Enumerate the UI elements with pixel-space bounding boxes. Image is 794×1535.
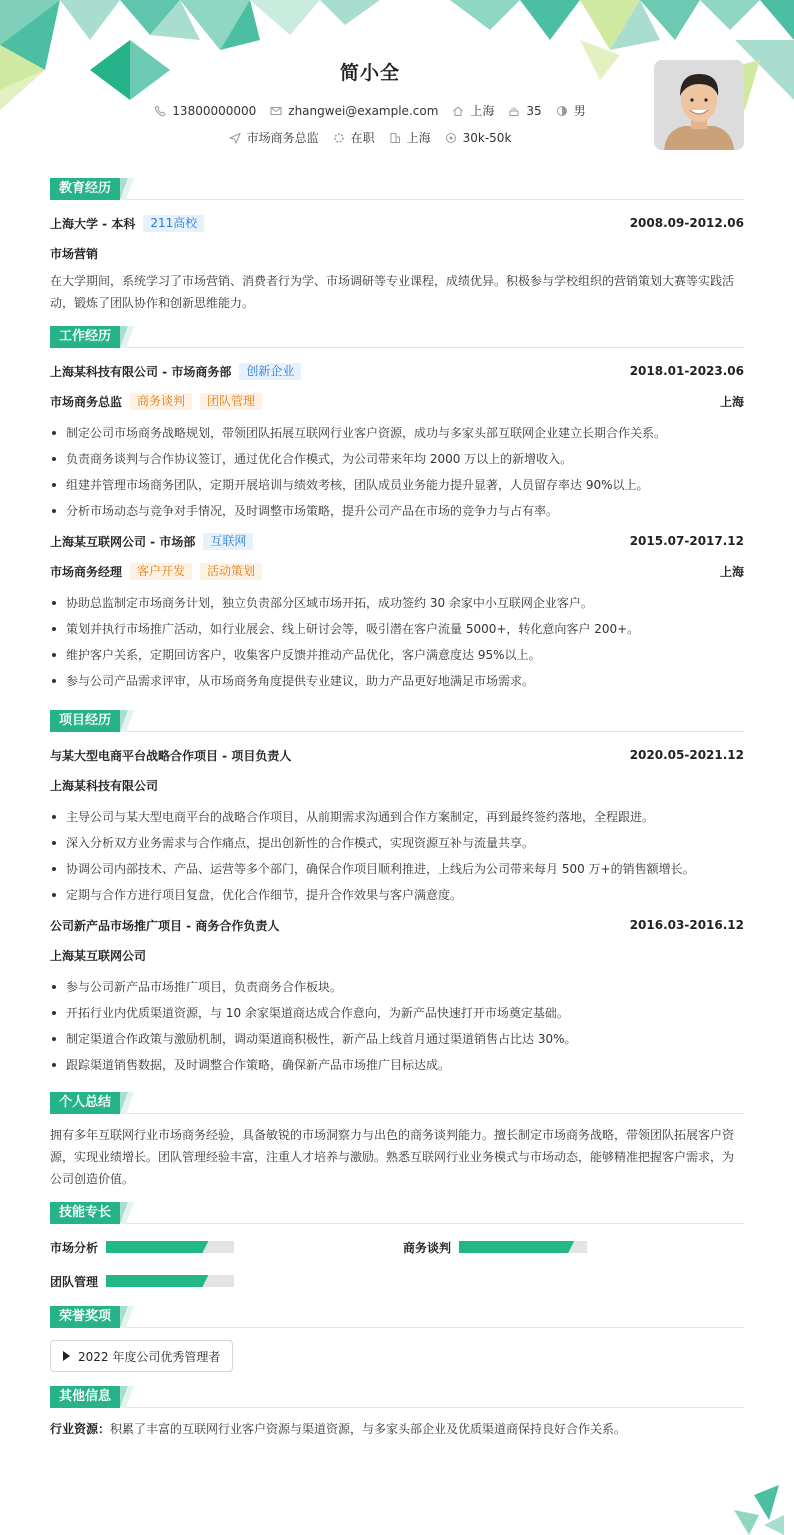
skill-name: 市场分析 bbox=[50, 1240, 99, 1255]
skill-item bbox=[403, 1236, 743, 1258]
company-name: 上海某科技有限公司 - 市场商务部 bbox=[50, 364, 232, 379]
salary-icon bbox=[445, 132, 457, 144]
play-icon bbox=[63, 1351, 70, 1361]
list-item: 参与公司产品需求评审，从市场商务角度提供专业建议，助力产品更好地满足市场需求。 bbox=[50, 668, 744, 694]
project-date: 2016.03-2016.12 bbox=[629, 918, 744, 932]
section-title: 荣誉奖项 bbox=[50, 1306, 120, 1328]
work-location: 上海 bbox=[719, 394, 744, 409]
list-item: 参与公司新产品市场推广项目，负责商务合作板块。 bbox=[50, 974, 744, 1000]
job-intent-row bbox=[50, 129, 690, 146]
building-icon bbox=[389, 132, 401, 144]
skill-name: 团队管理 bbox=[50, 1274, 99, 1289]
resume-header bbox=[50, 0, 744, 160]
project-org: 上海某互联网公司 bbox=[50, 948, 147, 963]
contact-row bbox=[50, 102, 690, 119]
project-date: 2020.05-2021.12 bbox=[629, 748, 744, 762]
project-item bbox=[50, 916, 744, 1078]
target-city: 上海 bbox=[406, 131, 431, 145]
work-location: 上海 bbox=[719, 564, 744, 579]
section-title: 技能专长 bbox=[50, 1202, 120, 1224]
list-item: 协调公司内部技术、产品、运营等多个部门，确保合作项目顺利推进，上线后为公司带来每月 500 万+的销售额增长。 bbox=[50, 856, 744, 882]
skill-name: 商务谈判 bbox=[403, 1240, 452, 1255]
work-date: 2015.07-2017.12 bbox=[629, 534, 744, 548]
skill-bar-fill bbox=[106, 1275, 208, 1287]
skill-bar-fill bbox=[106, 1241, 208, 1253]
company-tag: 互联网 bbox=[203, 533, 253, 550]
projects-section bbox=[50, 710, 744, 1078]
age: 35 bbox=[526, 103, 542, 118]
send-icon bbox=[229, 132, 241, 144]
section-title: 项目经历 bbox=[50, 710, 120, 732]
role-tag: 团队管理 bbox=[200, 393, 262, 410]
project-name: 与某大型电商平台战略合作项目 - 项目负责人 bbox=[50, 748, 292, 763]
education-date: 2008.09-2012.06 bbox=[629, 216, 744, 230]
skills-section bbox=[50, 1202, 744, 1292]
candidate-name: 简小全 bbox=[339, 62, 400, 84]
home-icon bbox=[452, 105, 464, 117]
company-name: 上海某互联网公司 - 市场部 bbox=[50, 534, 196, 549]
work-date: 2018.01-2023.06 bbox=[629, 364, 744, 378]
list-item: 跟踪渠道销售数据，及时调整合作策略，确保新产品市场推广目标达成。 bbox=[50, 1052, 744, 1078]
list-item: 策划并执行市场推广活动，如行业展会、线上研讨会等，吸引潜在客户流量 5000+，转化意向客户 200+。 bbox=[50, 616, 744, 642]
list-item: 分析市场动态与竞争对手情况，及时调整市场策略，提升公司产品在市场的竞争力与占有率。 bbox=[50, 498, 744, 524]
project-item bbox=[50, 746, 744, 908]
list-item: 开拓行业内优质渠道资源，与 10 余家渠道商达成合作意向，为新产品快速打开市场奠定基础。 bbox=[50, 1000, 744, 1026]
work-item bbox=[50, 532, 744, 694]
other-label: 行业资源： bbox=[50, 1422, 111, 1436]
list-item: 维护客户关系，定期回访客户，收集客户反馈并推动产品优化，客户满意度达 95%以上。 bbox=[50, 642, 744, 668]
school-tag: 211高校 bbox=[143, 215, 204, 232]
work-item bbox=[50, 362, 744, 524]
status-icon bbox=[333, 132, 345, 144]
project-org: 上海某科技有限公司 bbox=[50, 778, 159, 793]
list-item: 负责商务谈判与合作协议签订，通过优化合作模式，为公司带来年均 2000 万以上的新增收入。 bbox=[50, 446, 744, 472]
summary-section bbox=[50, 1092, 744, 1190]
award-item[interactable] bbox=[50, 1340, 233, 1372]
gender: 男 bbox=[573, 104, 586, 118]
target-position: 市场商务总监 bbox=[246, 131, 319, 145]
email-icon bbox=[270, 105, 282, 117]
list-item: 主导公司与某大型电商平台的战略合作项目，从前期需求沟通到合作方案制定，再到最终签约落地，全程跟进。 bbox=[50, 804, 744, 830]
skill-bar bbox=[106, 1275, 234, 1287]
job-role: 市场商务经理 bbox=[50, 564, 123, 579]
corner-decoration bbox=[734, 1485, 794, 1535]
education-description: 在大学期间，系统学习了市场营销、消费者行为学、市场调研等专业课程，成绩优异。积极参与学校组织的营销策划大赛等实践活动，锻炼了团队协作和创新思维能力。 bbox=[50, 274, 735, 310]
section-title: 教育经历 bbox=[50, 178, 120, 200]
list-item: 定期与合作方进行项目复盘，优化合作细节，提升合作效果与客户满意度。 bbox=[50, 882, 744, 908]
job-role: 市场商务总监 bbox=[50, 394, 123, 409]
education-section bbox=[50, 178, 744, 314]
avatar bbox=[654, 60, 744, 150]
company-tag: 创新企业 bbox=[239, 363, 301, 380]
project-name: 公司新产品市场推广项目 - 商务合作负责人 bbox=[50, 918, 280, 933]
list-item: 制定公司市场商务战略规划，带领团队拓展互联网行业客户资源，成功与多家头部互联网企业建立长期合作关系。 bbox=[50, 420, 744, 446]
skill-item bbox=[50, 1236, 403, 1258]
skill-item bbox=[50, 1270, 403, 1292]
award-name: 2022 年度公司优秀管理者 bbox=[78, 1349, 221, 1364]
city: 上海 bbox=[470, 104, 495, 118]
skill-bar-fill bbox=[459, 1241, 574, 1253]
job-status: 在职 bbox=[350, 131, 375, 145]
major: 市场营销 bbox=[50, 246, 99, 261]
phone-icon bbox=[154, 105, 166, 117]
work-section bbox=[50, 326, 744, 694]
skill-bar bbox=[106, 1241, 234, 1253]
awards-section bbox=[50, 1306, 744, 1372]
phone-number: 13800000000 bbox=[172, 103, 257, 118]
role-tag: 活动策划 bbox=[200, 563, 262, 580]
role-tag: 客户开发 bbox=[130, 563, 192, 580]
list-item: 深入分析双方业务需求与合作痛点，提出创新性的合作模式，实现资源互补与流量共享。 bbox=[50, 830, 744, 856]
other-text: 积累了丰富的互联网行业客户资源与渠道资源，与多家头部企业及优质渠道商保持良好合作关系。 bbox=[110, 1422, 627, 1436]
list-item: 协助总监制定市场商务计划，独立负责部分区域市场开拓，成功签约 30 余家中小互联网企业客户。 bbox=[50, 590, 744, 616]
email-address: zhangwei@example.com bbox=[288, 103, 439, 118]
school-name: 上海大学 - 本科 bbox=[50, 216, 136, 231]
other-section bbox=[50, 1386, 744, 1440]
list-item: 制定渠道合作政策与激励机制，调动渠道商积极性，新产品上线首月通过渠道销售占比达 30%。 bbox=[50, 1026, 744, 1052]
summary-text: 拥有多年互联网行业市场商务经验，具备敏锐的市场洞察力与出色的商务谈判能力。擅长制定市场商务战略，带领团队拓展客户资源，实现业绩增长。团队管理经验丰富，注重人才培养与激励。熟悉互联网行业业务模式与市场动态，能够精准把握客户需求，为公司创造价值。 bbox=[50, 1128, 735, 1186]
section-title: 其他信息 bbox=[50, 1386, 120, 1408]
gender-icon bbox=[556, 105, 568, 117]
list-item: 组建并管理市场商务团队，定期开展培训与绩效考核，团队成员业务能力提升显著，人员留存率达 90%以上。 bbox=[50, 472, 744, 498]
skill-bar bbox=[459, 1241, 587, 1253]
portrait-photo bbox=[654, 60, 744, 150]
other-info bbox=[50, 1418, 744, 1440]
section-title: 工作经历 bbox=[50, 326, 120, 348]
cake-icon bbox=[508, 105, 520, 117]
section-title: 个人总结 bbox=[50, 1092, 120, 1114]
expected-salary: 30k-50k bbox=[462, 130, 512, 145]
role-tag: 商务谈判 bbox=[130, 393, 192, 410]
